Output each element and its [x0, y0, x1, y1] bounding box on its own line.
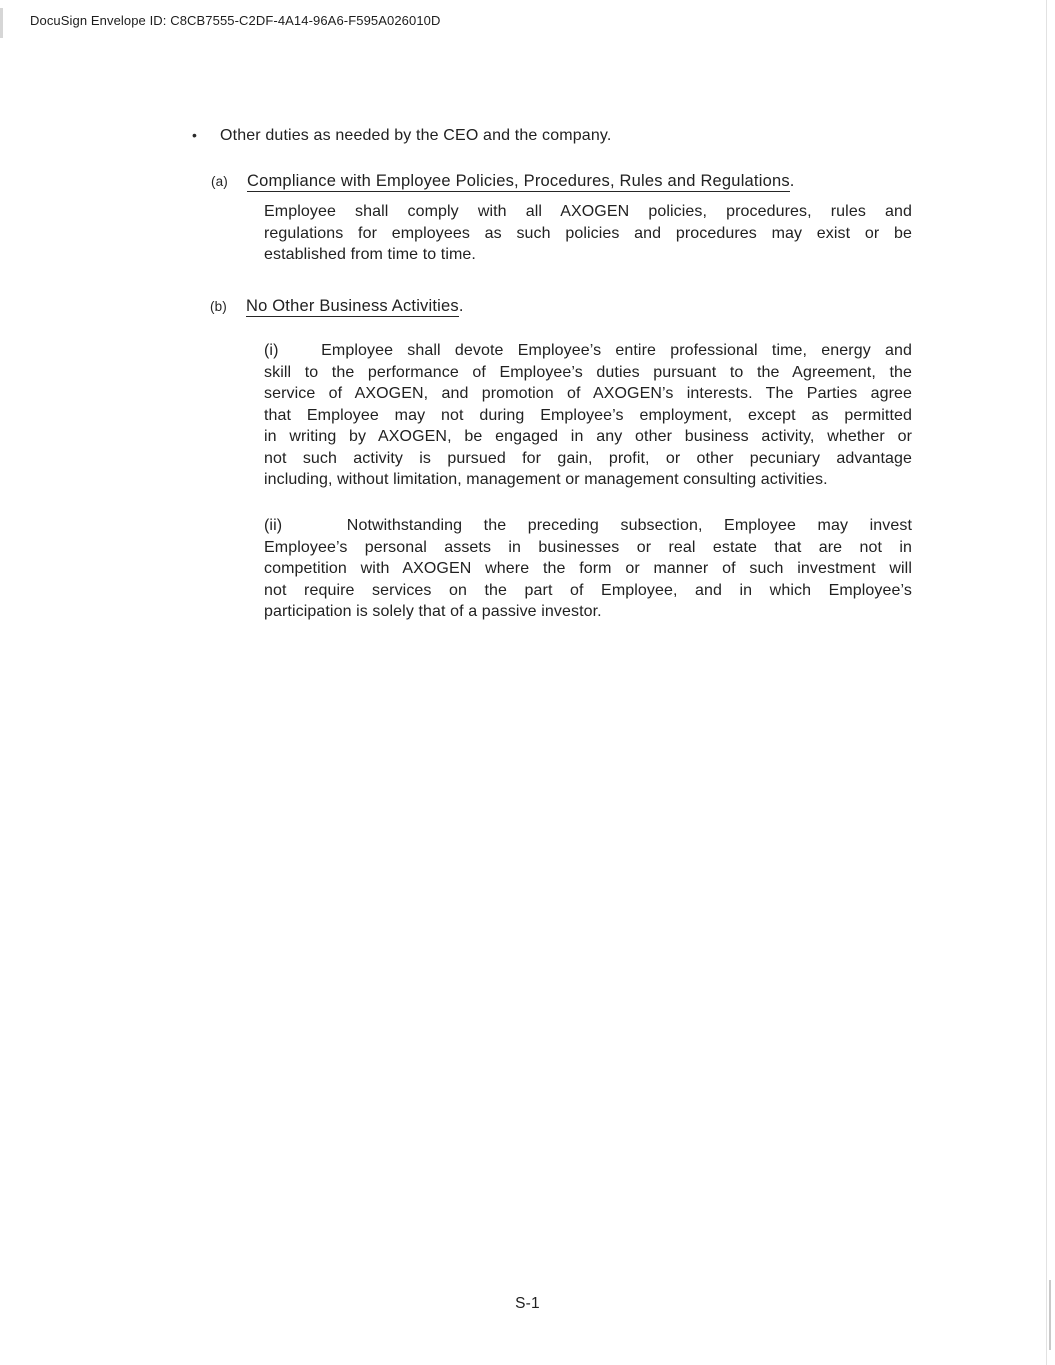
section-b-heading-period: .	[458, 297, 464, 315]
page-number: S-1	[515, 1295, 540, 1312]
scan-mark-artifact-left-top	[0, 8, 3, 38]
text-line: not such activity is pursued for gain, profit, or other pecuniary advantage	[264, 449, 912, 467]
scan-edge-artifact-right	[1046, 0, 1047, 1365]
text-line: regulations for employees as such policies and procedures may exist or be	[264, 224, 912, 242]
text-line: not require services on the part of Employee, and in which Employee’s	[264, 581, 912, 599]
text-line: established from time to time.	[264, 246, 476, 263]
section-a-heading-text: Compliance with Employee Policies, Procedures, Rules and Regulations	[247, 172, 790, 190]
section-b-heading-text: No Other Business Activities	[246, 297, 459, 315]
text-line: competition with AXOGEN where the form or manner of such investment will	[264, 560, 912, 577]
text-line: that Employee may not during Employee’s employment, except as permitted	[264, 406, 912, 424]
docusign-envelope-id: DocuSign Envelope ID: C8CB7555-C2DF-4A14-96A6-F595A026010D	[30, 13, 441, 28]
section-b-subparagraph-ii	[264, 515, 912, 623]
text-line: in writing by AXOGEN, be engaged in any other business activity, whether or	[264, 428, 912, 445]
section-b-heading-row	[210, 296, 464, 318]
section-b-subparagraph-i	[264, 340, 912, 491]
text-line: (ii) Notwithstanding the preceding subsection, Employee may invest	[264, 517, 912, 534]
section-a-heading-row	[211, 171, 795, 193]
section-a-paragraph	[264, 201, 912, 266]
text-line: skill to the performance of Employee’s duties pursuant to the Agreement, the	[264, 363, 912, 381]
section-a-heading-period: .	[789, 172, 795, 190]
scan-mark-artifact-right-bottom	[1049, 1280, 1051, 1350]
bullet-item-text: Other duties as needed by the CEO and the company.	[220, 127, 612, 144]
section-b-label: (b)	[210, 299, 227, 314]
text-line: service of AXOGEN, and promotion of AXOGEN’s interests. The Parties agree	[264, 385, 912, 402]
text-line: Employee shall comply with all AXOGEN policies, procedures, rules and	[264, 203, 912, 220]
text-line: including, without limitation, management or management consulting activities.	[264, 471, 828, 488]
text-line: (i) Employee shall devote Employee’s entire professional time, energy and	[264, 342, 912, 359]
bullet-list-item	[192, 125, 611, 147]
section-a-label: (a)	[211, 174, 228, 189]
section-a-heading	[247, 171, 795, 193]
section-b-heading	[246, 296, 464, 318]
text-line: Employee’s personal assets in businesses or real estate that are not in	[264, 538, 912, 556]
bullet-icon: •	[192, 127, 198, 143]
text-line: participation is solely that of a passive investor.	[264, 603, 602, 620]
